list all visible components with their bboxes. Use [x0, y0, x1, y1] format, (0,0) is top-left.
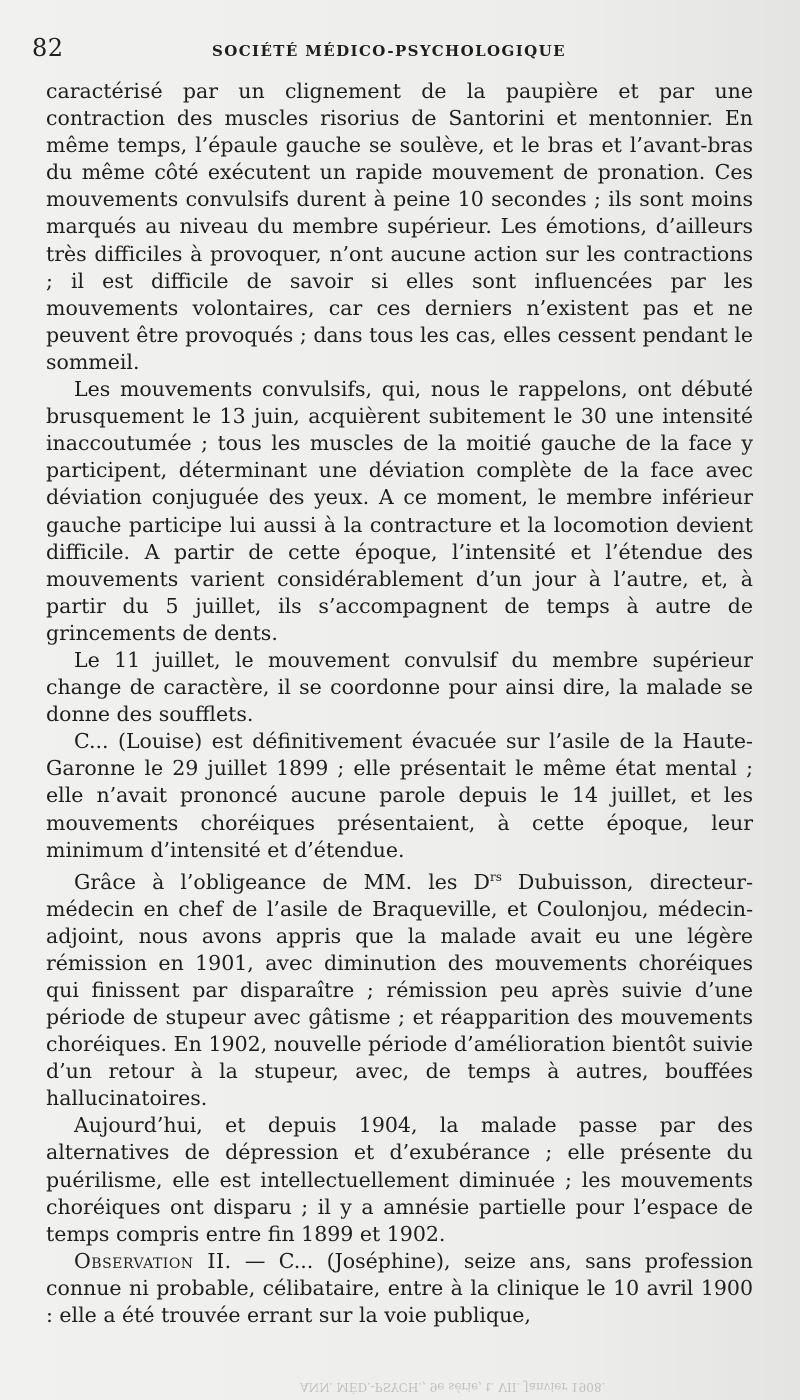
page-number: 82: [32, 34, 64, 62]
paragraph-2: Les mouvements convulsifs, qui, nous le rappelons, ont débuté brusquement le 13 juin, acquièrent subitement le 30 une intensité inaccoutumée ; tous les muscles de la moitié gauche de la face y participent, déterminant une déviation complète de la face avec déviation conjuguée des yeux. A ce moment, le membre inférieur gauche participe lui aussi à la contracture et la locomotion devient difficile. A partir de cette époque, l’intensité et l’étendue des mouvements varient considérablement d’un jour à l’autre, et, à partir du 5 juillet, ils s’accompagnent de temps à autre de grincements de dents.: [46, 377, 753, 645]
paragraph-5: [46, 864, 753, 1113]
paragraph-5-start: Grâce à l’obligeance de MM. les D: [74, 869, 490, 894]
paragraph-7: [46, 1248, 753, 1329]
paragraph-7-rest: — C... (Joséphine), seize ans, sans profession connue ni probable, célibataire, entre à la clinique le 10 avril 1900 : elle a été trouvée errant sur la voie publique,: [46, 1248, 753, 1328]
observation-heading: Observation II.: [74, 1248, 232, 1273]
paragraph-6: Aujourd’hui, et depuis 1904, la malade passe par des alternatives de dépression et d’exubérance ; elle présente du puérilisme, elle est intellectuellement diminuée ; les mouvements choréiques ont disparu ; il y a amnésie partielle pour l’espace de temps compris entre fin 1899 et 1902.: [46, 1113, 753, 1246]
running-head: SOCIÉTÉ MÉDICO-PSYCHOLOGIQUE: [212, 42, 566, 60]
paragraph-4: C... (Louise) est définitivement évacuée sur l’asile de la Haute-Garonne le 29 juillet 1899 ; elle présentait le même état mental ; elle n’avait prononcé aucune parole depuis le 14 juillet, et les mouvements choréiques présentaient, à cette époque, leur minimum d’intensité et d’étendue.: [46, 729, 753, 862]
paragraph-5-rest: Dubuisson, directeur-médecin en chef de l’asile de Braqueville, et Coulonjou, médecin-adjoint, nous avons appris que la malade avait eu une légère rémission en 1901, avec diminution des mouvements choréiques qui finissent par disparaître ; rémission peu après suivie d’une période de stupeur avec gâtisme ; et réapparition des mouvements choréiques. En 1902, nouvelle période d’amélioration bientôt suivie d’un retour à la stupeur, avec, de temps à autres, bouffées hallucinatoires.: [46, 869, 753, 1111]
body-text: [46, 78, 753, 1329]
doctors-superscript: rs: [489, 869, 502, 884]
page-header: [32, 28, 760, 68]
bleed-through-text: ANN. MÉD.-PSYCH., 9e série, t. VII. Janvier 1908.: [300, 1380, 606, 1394]
paragraph-3: Le 11 juillet, le mouvement convulsif du membre supérieur change de caractère, il se coordonne pour ainsi dire, la malade se donne des soufflets.: [46, 647, 753, 727]
paragraph-1: caractérisé par un clignement de la paupière et par une contraction des muscles risorius de Santorini et mentonnier. En même temps, l’épaule gauche se soulève, et le bras et l’avant-bras du même côté exécutent un rapide mouvement de pronation. Ces mouvements convulsifs durent à peine 10 secondes ; ils sont moins marqués au niveau du membre supérieur. Les émotions, d’ailleurs très difficiles à provoquer, n’ont aucune action sur les contractions ; il est difficile de savoir si elles sont influencées par les mouvements volontaires, car ces derniers n’existent pas et ne peuvent être provoqués ; dans tous les cas, elles cessent pendant le sommeil.: [46, 79, 753, 374]
